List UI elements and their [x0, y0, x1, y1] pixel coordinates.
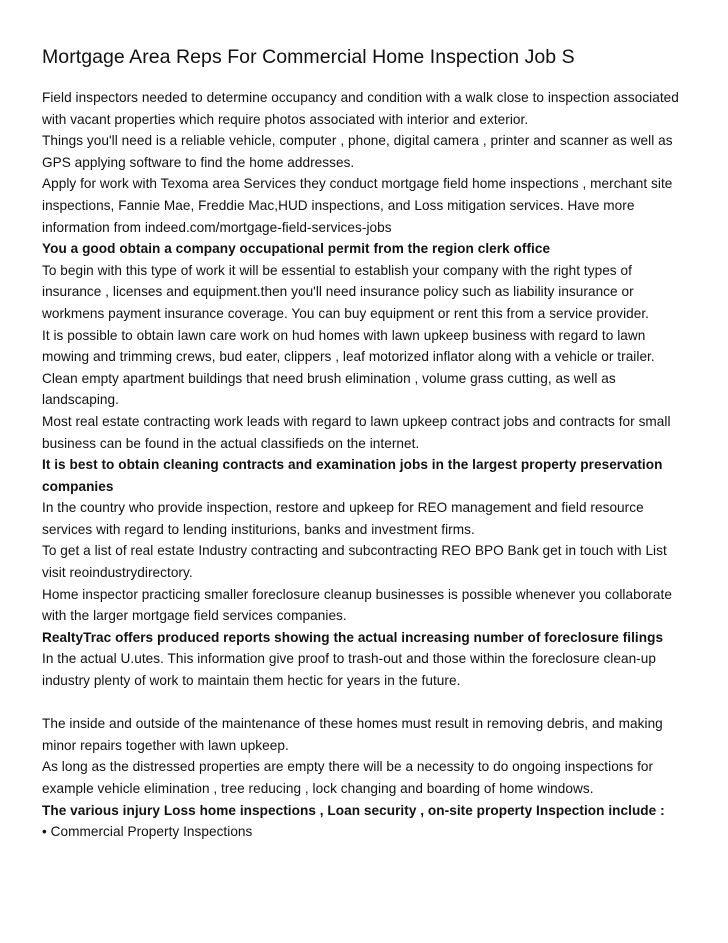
body-paragraph: The inside and outside of the maintenance of these homes must result in removing debris, and making minor repairs together with lawn upkeep.	[42, 716, 663, 753]
body-paragraph: Things you'll need is a reliable vehicle, computer , phone, digital camera , printer and scanner as well as GPS applying software to find the home addresses.	[42, 133, 673, 170]
section-heading: You a good obtain a company occupational permit from the region clerk office	[42, 241, 551, 257]
section-heading: It is best to obtain cleaning contracts and examination jobs in the largest property preservation companies	[42, 457, 663, 494]
body-paragraph: Clean empty apartment buildings that need brush elimination , volume grass cutting, as well as landscaping.	[42, 370, 616, 408]
body-paragraph: In the actual U.utes. This information give proof to trash-out and those within the foreclosure clean-up industry plenty of work to maintain them hectic for years in the future.	[42, 651, 656, 689]
body-paragraph: Field inspectors needed to determine occupancy and condition with a walk close to inspection associated with vacant properties which require photos associated with interior and exterior.	[42, 90, 679, 127]
section-heading: The various injury Loss home inspections , Loan security , on-site property Inspection include :	[42, 802, 665, 818]
document-body	[42, 87, 692, 843]
body-paragraph: • Commercial Property Inspections	[42, 824, 253, 840]
body-paragraph: Home inspector practicing smaller foreclosure cleanup businesses is possible whenever you collaborate with the larger mortgage field services companies.	[42, 586, 672, 624]
section-heading: RealtyTrac offers produced reports showing the actual increasing number of foreclosure filings	[42, 629, 664, 645]
body-paragraph: To get a list of real estate Industry contracting and subcontracting REO BPO Bank get in touch with List visit reoindustrydirectory.	[42, 543, 667, 581]
body-paragraph: Most real estate contracting work leads with regard to lawn upkeep contract jobs and contracts for small business can be found in the actual classifieds on the internet.	[42, 413, 671, 451]
blank-line	[42, 692, 692, 714]
body-paragraph: As long as the distressed properties are empty there will be a necessity to do ongoing inspections for example vehicle elimination , tree reducing , lock changing and boarding of home windows.	[42, 759, 654, 796]
document-page	[42, 44, 692, 843]
document-title: Mortgage Area Reps For Commercial Home Inspection Job S	[42, 46, 575, 68]
body-paragraph: Apply for work with Texoma area Services they conduct mortgage field home inspections , merchant site inspections, Fannie Mae, Freddie Mac,HUD inspections, and Loss mitigation services. Have more information from indeed.com/mortgage-field-services-jobs	[42, 176, 673, 235]
body-paragraph: To begin with this type of work it will be essential to establish your company with the right types of insurance , licenses and equipment.then you'll need insurance policy such as liability insurance or workmens payment insurance coverage. You can buy equipment or rent this from a service provider.	[42, 262, 650, 321]
body-paragraph: In the country who provide inspection, restore and upkeep for REO management and field resource services with regard to lending institurions, banks and investment firms.	[42, 500, 644, 537]
body-paragraph: It is possible to obtain lawn care work on hud homes with lawn upkeep business with regard to lawn mowing and trimming crews, bud eater, clippers , leaf motorized inflator along with a vehicle or trailer.	[42, 327, 655, 365]
